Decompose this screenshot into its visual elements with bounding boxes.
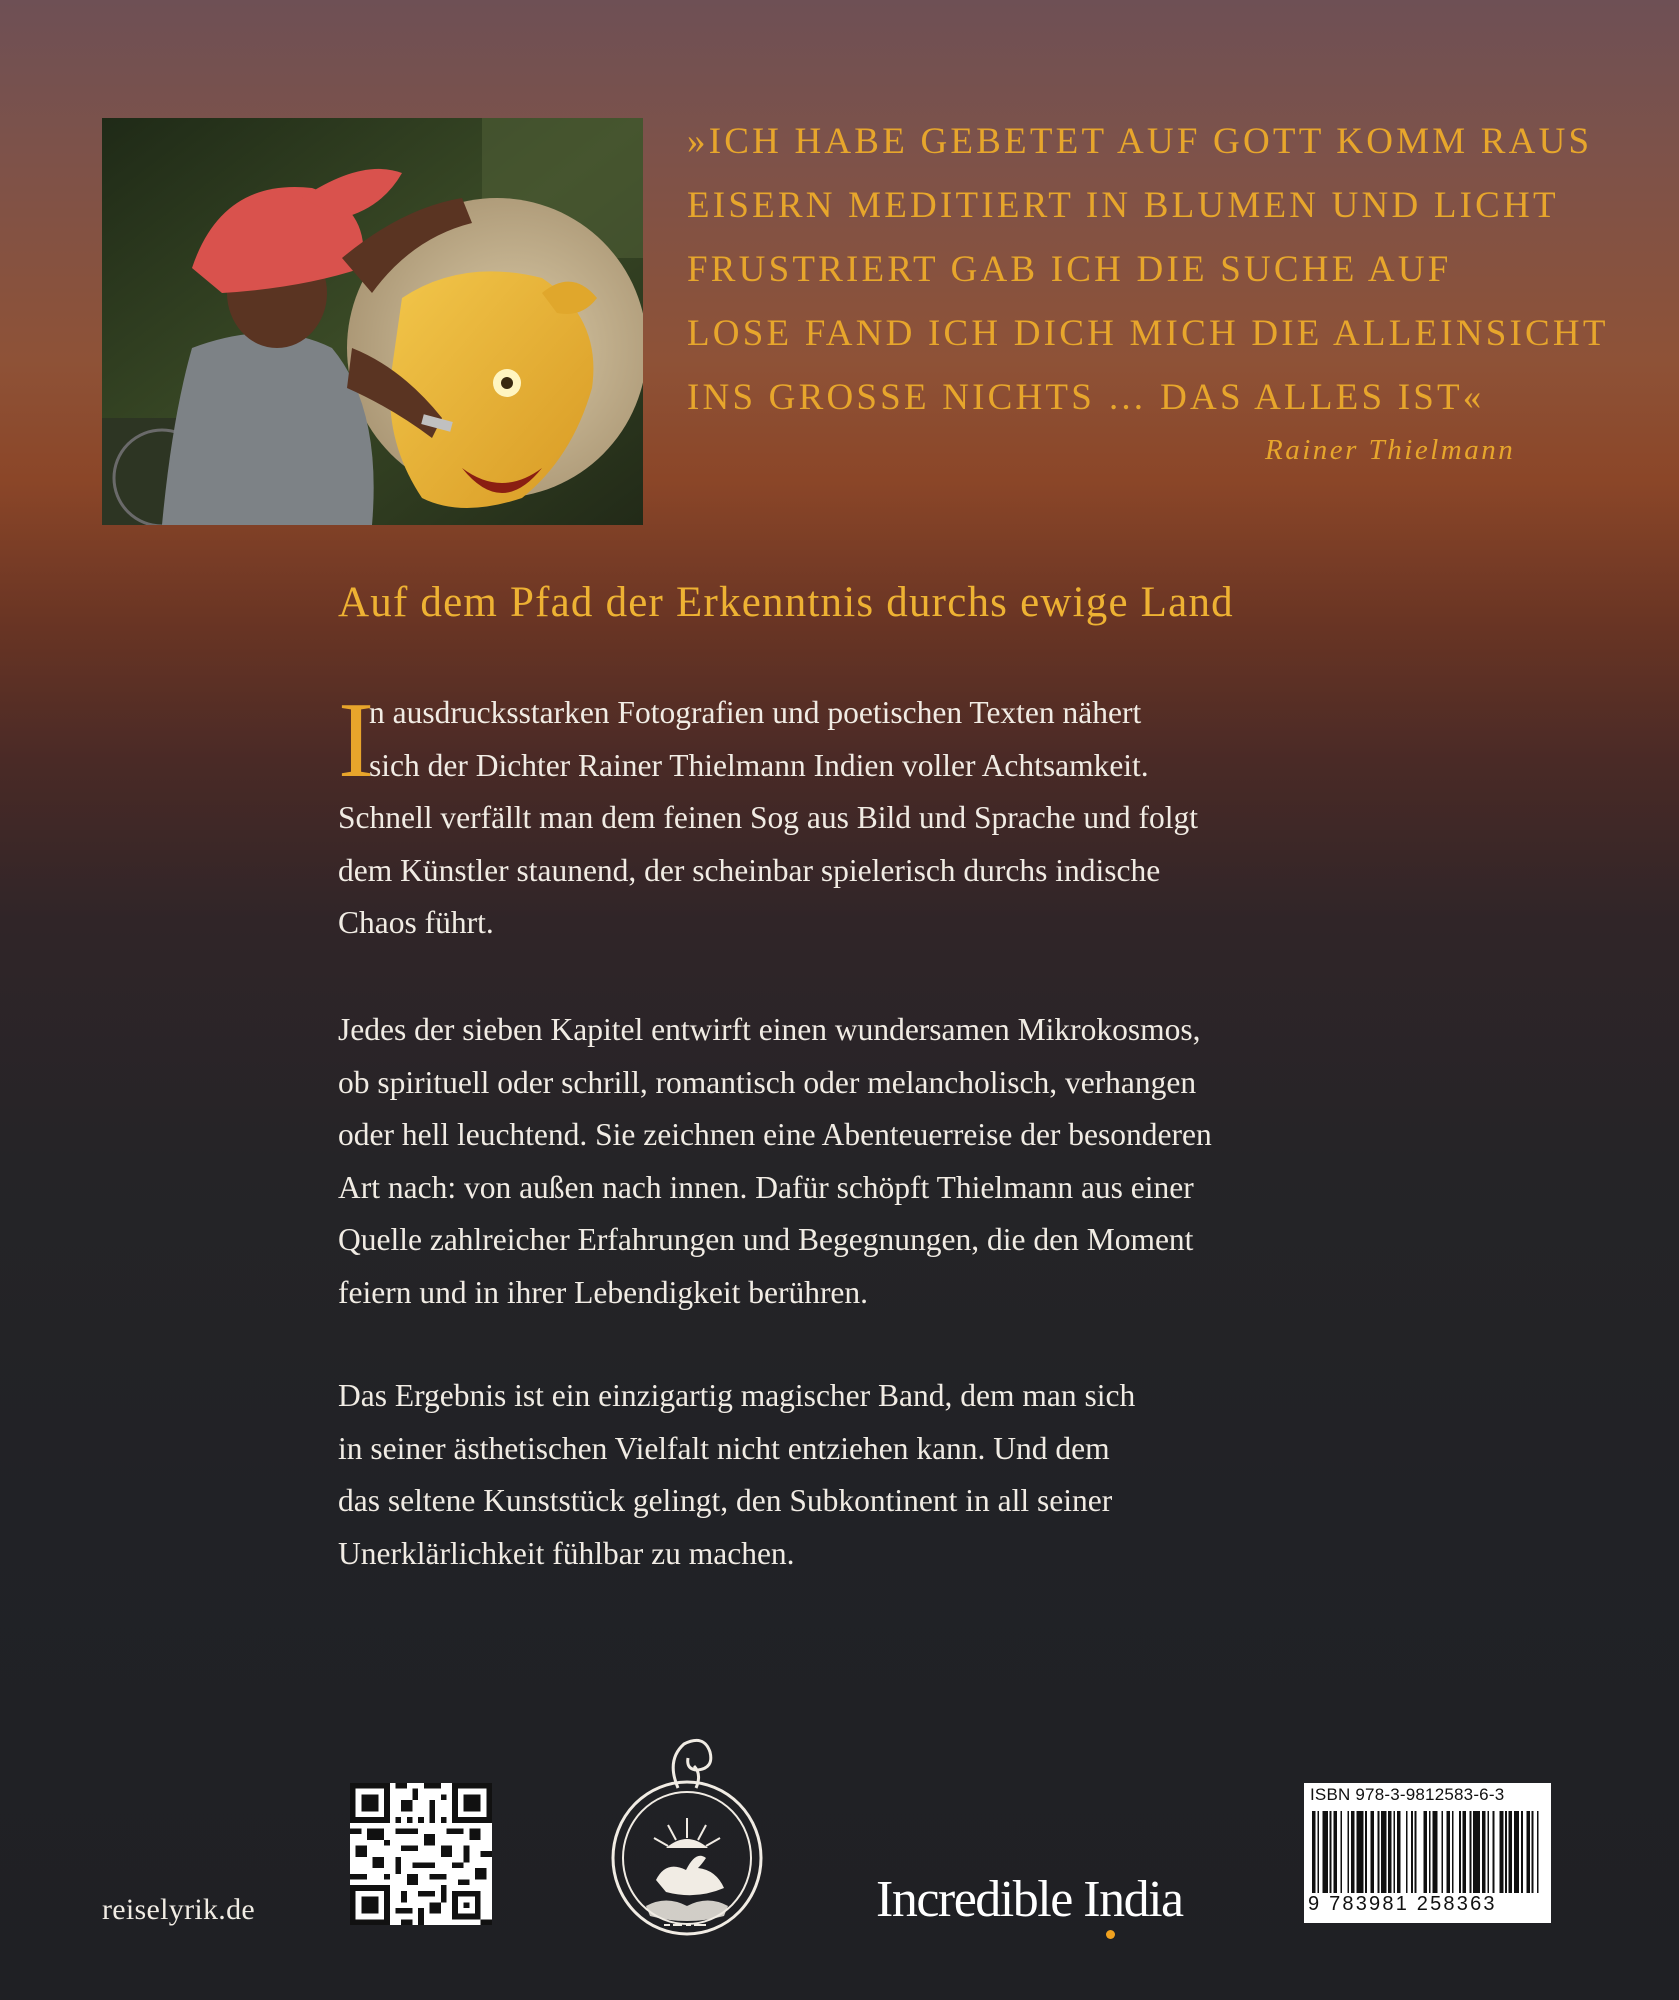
text-line: dem Künstler staunend, der scheinbar spielerisch durchs indische [338, 852, 1161, 888]
logo-dot-icon [1106, 1930, 1115, 1939]
barcode-icon [1312, 1811, 1544, 1893]
barcode-bar [1470, 1811, 1472, 1893]
barcode-bar [1340, 1811, 1342, 1893]
text-line: Das Ergebnis ist ein einzigartig magischer Band, dem man sich [338, 1378, 1136, 1413]
paragraph-2 [338, 1004, 1338, 1319]
poem-line: »ICH HABE GEBETET AUF GOTT KOMM RAUS [687, 121, 1593, 162]
barcode-bar [1493, 1811, 1495, 1893]
barcode-bar [1441, 1811, 1443, 1893]
qr-code-icon[interactable] [350, 1783, 492, 1925]
text-line: feiern und in ihrer Lebendigkeit berühren. [338, 1274, 869, 1310]
poem-author: Rainer Thielmann [1265, 434, 1516, 466]
barcode-bar [1432, 1811, 1437, 1893]
barcode-bar [1347, 1811, 1349, 1893]
text-line: Chaos führt. [338, 905, 494, 940]
drop-cap: I [338, 681, 374, 800]
ean-digits: 9 783981 258363 [1308, 1893, 1497, 1915]
poem-line: FRUSTRIERT GAB ICH DIE SUCHE AUF [687, 249, 1452, 290]
barcode-bar [1381, 1811, 1386, 1893]
barcode-bar [1317, 1811, 1319, 1893]
lion-mask-photo [102, 118, 643, 525]
barcode-bar [1509, 1811, 1513, 1893]
barcode-bar [1537, 1811, 1539, 1893]
barcode-bar [1333, 1811, 1337, 1893]
text-line: sich der Dichter Rainer Thielmann Indien voller Achtsamkeit. [369, 747, 1149, 783]
website-link[interactable]: reiselyrik.de [102, 1893, 256, 1926]
isbn-label: ISBN 978-3-9812583-6-3 [1310, 1785, 1505, 1804]
barcode-bar [1500, 1811, 1504, 1893]
barcode-bar [1351, 1811, 1355, 1893]
barcode-bar [1424, 1811, 1428, 1893]
barcode-bar [1397, 1811, 1401, 1893]
poem-quote [687, 110, 1609, 430]
barcode-bars [1312, 1811, 1544, 1893]
barcode-bar [1365, 1811, 1367, 1893]
headline: Auf dem Pfad der Erkenntnis durchs ewige Land [338, 579, 1234, 626]
barcode-bar [1463, 1811, 1467, 1893]
qr-code-graphic [350, 1783, 492, 1925]
text-line: Unerklärlichkeit fühlbar zu machen. [338, 1535, 795, 1571]
barcode-bar [1532, 1811, 1534, 1893]
publisher-emblem-icon [606, 1730, 768, 1940]
barcode-bar [1370, 1811, 1374, 1893]
paragraph-3 [338, 1370, 1338, 1580]
text-line: Schnell verfällt man dem feinen Sog aus Bild und Sprache und folgt [338, 800, 1198, 835]
text-line: n ausdrucksstarken Fotografien und poetischen Texten nähert [369, 695, 1142, 730]
barcode-bar [1526, 1811, 1530, 1893]
poem-line: EISERN MEDITIERT IN BLUMEN UND LICHT [687, 185, 1559, 226]
incredible-india-logo: Incredible India [876, 1871, 1183, 1928]
barcode-bar [1323, 1811, 1328, 1893]
barcode-bar [1411, 1811, 1413, 1893]
barcode-bar [1505, 1811, 1507, 1893]
text-line: ob spirituell oder schrill, romantisch oder melancholisch, verhangen [338, 1064, 1197, 1100]
barcode-bar [1487, 1811, 1489, 1893]
snake-swan-emblem [606, 1730, 768, 1940]
barcode-bar [1312, 1811, 1316, 1893]
text-line: Jedes der sieben Kapitel entwirft einen wundersamen Mikrokosmos, [338, 1012, 1201, 1047]
isbn-barcode [1304, 1783, 1551, 1923]
barcode-bar [1378, 1811, 1380, 1893]
barcode-bar [1459, 1811, 1461, 1893]
text-line: Art nach: von außen nach innen. Dafür schöpft Thielmann aus einer [338, 1169, 1194, 1205]
barcode-bar [1447, 1811, 1451, 1893]
barcode-bar [1452, 1811, 1454, 1893]
cover-photo [102, 118, 643, 525]
barcode-bar [1393, 1811, 1395, 1893]
text-line: das seltene Kunststück gelingt, den Subkontinent in all seiner [338, 1483, 1113, 1518]
barcode-bar [1482, 1811, 1486, 1893]
barcode-bar [1521, 1811, 1523, 1893]
text-line: in seiner ästhetischen Vielfalt nicht entziehen kann. Und dem [338, 1430, 1110, 1466]
text-line: Quelle zahlreicher Erfahrungen und Begegnungen, die den Moment [338, 1222, 1194, 1257]
poem-line: LOSE FAND ICH DICH MICH DIE ALLEINSICHT [687, 313, 1609, 354]
barcode-bar [1406, 1811, 1408, 1893]
barcode-bar [1415, 1811, 1417, 1893]
barcode-bar [1388, 1811, 1392, 1893]
barcode-bar [1514, 1811, 1519, 1893]
poem-line: INS GROSSE NICHTS … DAS ALLES IST« [687, 377, 1485, 418]
barcode-bar [1473, 1811, 1480, 1893]
paragraph-1 [338, 681, 1338, 950]
text-line: oder hell leuchtend. Sie zeichnen eine Abenteuerreise der besonderen [338, 1117, 1212, 1152]
barcode-bar [1330, 1811, 1332, 1893]
barcode-bar [1356, 1811, 1363, 1893]
barcode-bar [1429, 1811, 1431, 1893]
